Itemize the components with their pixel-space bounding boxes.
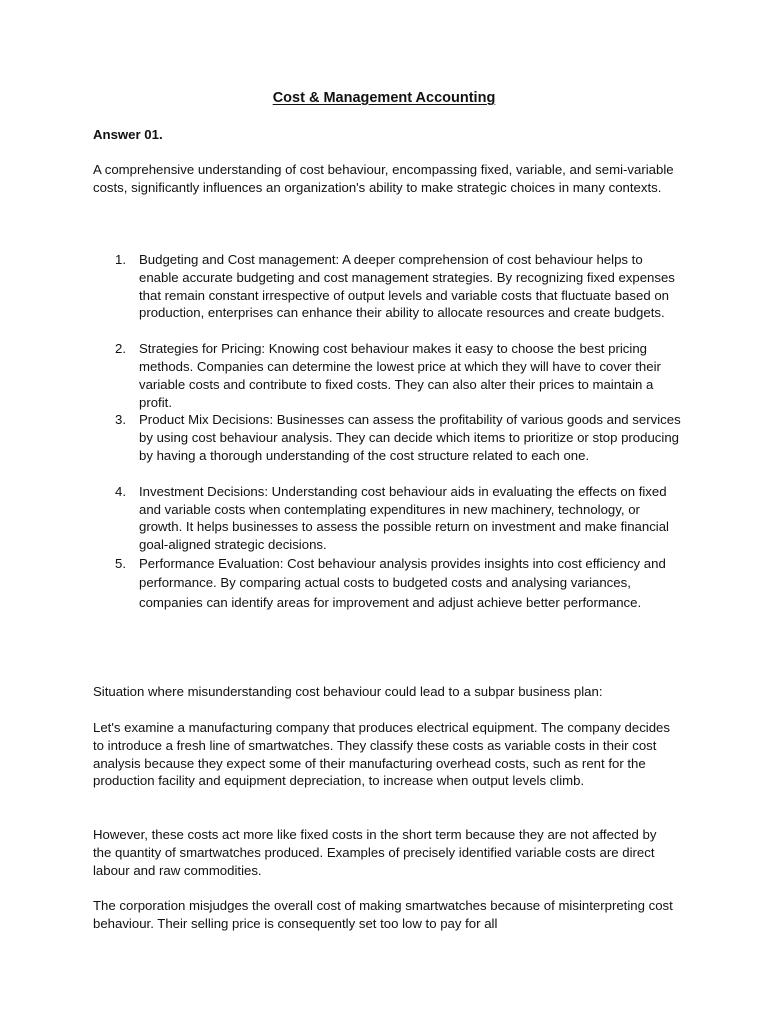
list-item-number: 2.: [115, 341, 126, 357]
list-item-text: Product Mix Decisions: Businesses can assess the profitability of various goods and services by using cost behaviour analysis. They can decide which items to prioritize or stop producing by having a thorough understanding of the cost structure related to each one.: [139, 412, 681, 463]
document-title: Cost & Management Accounting: [272, 90, 496, 106]
list-item-number: 1.: [115, 252, 126, 267]
list-item: [93, 483, 683, 554]
list-item-text: Strategies for Pricing: Knowing cost behaviour makes it easy to choose the best pricing methods. Companies can determine the lowest price at which they will have to cover their variable costs and contribute to fixed costs. They can also alter their prices to maintain a profit.: [139, 341, 661, 410]
list-item-text: Budgeting and Cost management: A deeper comprehension of cost behaviour helps to enable accurate budgeting and cost management strategies. By recognizing fixed expenses that remain constant irrespective of output levels and variable costs that fluctuate based on production, enterprises can enhance their ability to allocate resources and create budgets.: [139, 252, 675, 321]
list-item-number: 3.: [115, 412, 126, 428]
intro-paragraph: A comprehensive understanding of cost behaviour, encompassing fixed, variable, and semi-variable costs, significantly influences an organization's ability to make strategic choices in many contexts.: [93, 162, 674, 195]
example-paragraph-1: Let's examine a manufacturing company that produces electrical equipment. The company decides to introduce a fresh line of smartwatches. They classify these costs as variable costs in their cost analysis because they expect some of their manufacturing overhead costs, such as rent for the production facility and equipment depreciation, to increase when output levels climb.: [93, 720, 670, 789]
example-paragraph-3: The corporation misjudges the overall cost of making smartwatches because of misinterpreting cost behaviour. Their selling price is consequently set too low to pay for all: [93, 898, 673, 931]
list-item: [93, 554, 683, 613]
list-item-text: Investment Decisions: Understanding cost behaviour aids in evaluating the effects on fixed and variable costs when contemplating expenditures in new machinery, technology, or growth. It helps businesses to assess the possible return on investment and make financial goal-aligned strategic decisions.: [139, 483, 669, 553]
considerations-list: [93, 251, 683, 612]
list-item-number: 4.: [115, 483, 126, 499]
list-item: [93, 411, 683, 464]
situation-heading: Situation where misunderstanding cost behaviour could lead to a subpar business plan:: [93, 684, 603, 699]
list-item-number: 5.: [115, 555, 126, 571]
example-paragraph-2: However, these costs act more like fixed costs in the short term because they are not affected by the quantity of smartwatches produced. Examples of precisely identified variable costs are direct labour and raw commodities.: [93, 827, 657, 878]
list-item: [93, 251, 683, 322]
list-item: [93, 340, 683, 411]
answer-label: Answer 01.: [93, 127, 163, 142]
list-item-text: Performance Evaluation: Cost behaviour analysis provides insights into cost efficiency and performance. By comparing actual costs to budgeted costs and analysing variances, companies can identify areas for improvement and adjust achieve better performance.: [139, 555, 666, 610]
